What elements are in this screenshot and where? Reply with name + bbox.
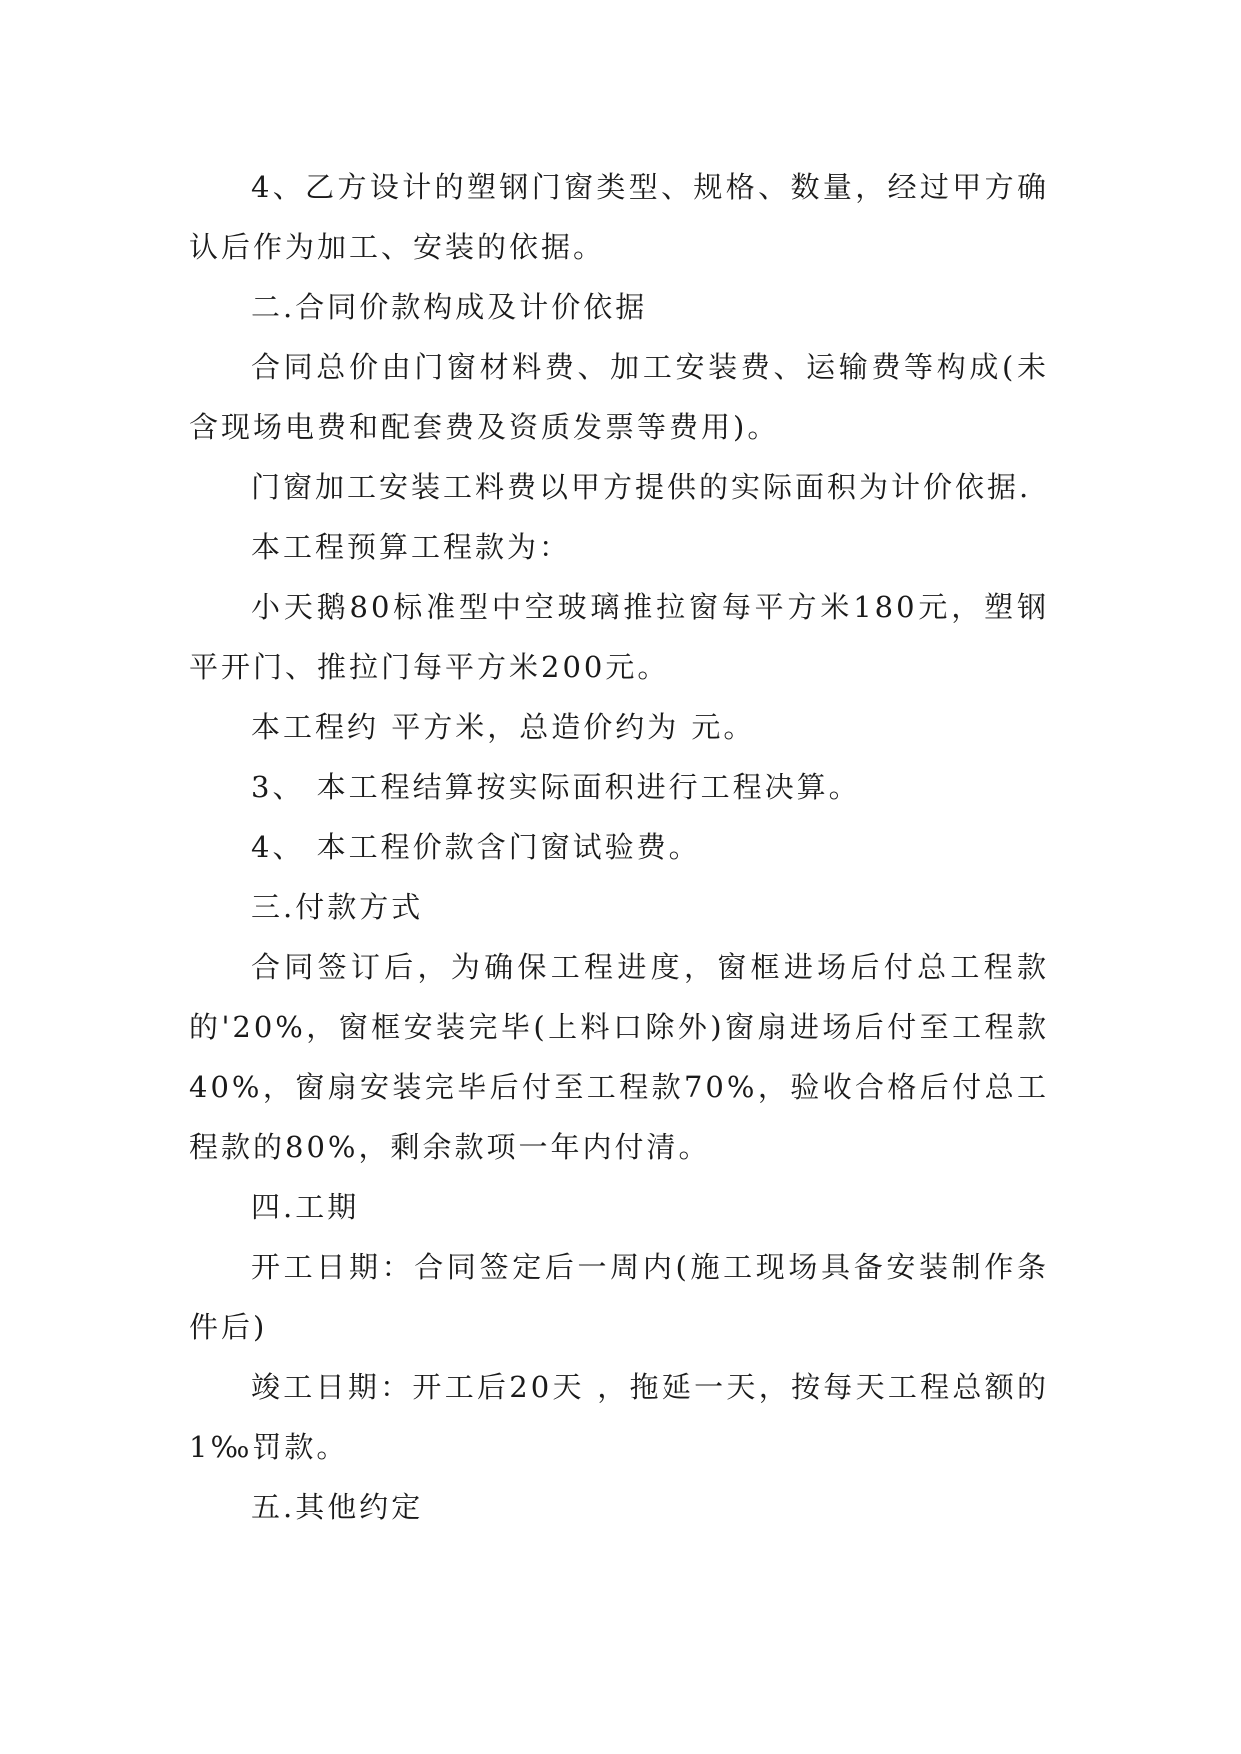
paragraph-clause-3-settlement: 3、 本工程结算按实际面积进行工程决算。 [251, 770, 861, 804]
section-heading-price: 二.合同价款构成及计价依据 [251, 290, 648, 324]
paragraph-completion-date: 竣工日期：开工后20天 ，拖延一天，按每天工程总额的1‰罚款。 [189, 1370, 1049, 1464]
paragraph-unit-prices: 小天鹅80标准型中空玻璃推拉窗每平方米180元，塑钢平开门、推拉门每平方米200元。 [189, 590, 1049, 684]
section-heading-payment: 三.付款方式 [251, 890, 424, 924]
paragraph-total-area: 本工程约 平方米，总造价约为 元。 [251, 710, 756, 744]
paragraph-budget-intro: 本工程预算工程款为： [251, 530, 572, 564]
section-heading-other: 五.其他约定 [251, 1490, 424, 1524]
section-heading-schedule: 四.工期 [251, 1190, 360, 1224]
paragraph-pricing-basis: 门窗加工安装工料费以甲方提供的实际面积为计价依据. [251, 470, 1032, 504]
document-body [189, 157, 1049, 1537]
paragraph-clause-4-design: 4、乙方设计的塑钢门窗类型、规格、数量，经过甲方确认后作为加工、安装的依据。 [189, 170, 1049, 264]
paragraph-start-date: 开工日期：合同签定后一周内(施工现场具备安装制作条件后) [189, 1250, 1049, 1344]
paragraph-clause-4-testing: 4、 本工程价款含门窗试验费。 [251, 830, 701, 864]
paragraph-payment-terms: 合同签订后，为确保工程进度，窗框进场后付总工程款的'20%，窗框安装完毕(上料口除外)窗扇进场后付至工程款40%，窗扇安装完毕后付至工程款70%，验收合格后付总工程款的80%，剩余款项一年内付清。 [189, 950, 1049, 1164]
paragraph-total-price: 合同总价由门窗材料费、加工安装费、运输费等构成(未含现场电费和配套费及资质发票等费用)。 [189, 350, 1049, 444]
